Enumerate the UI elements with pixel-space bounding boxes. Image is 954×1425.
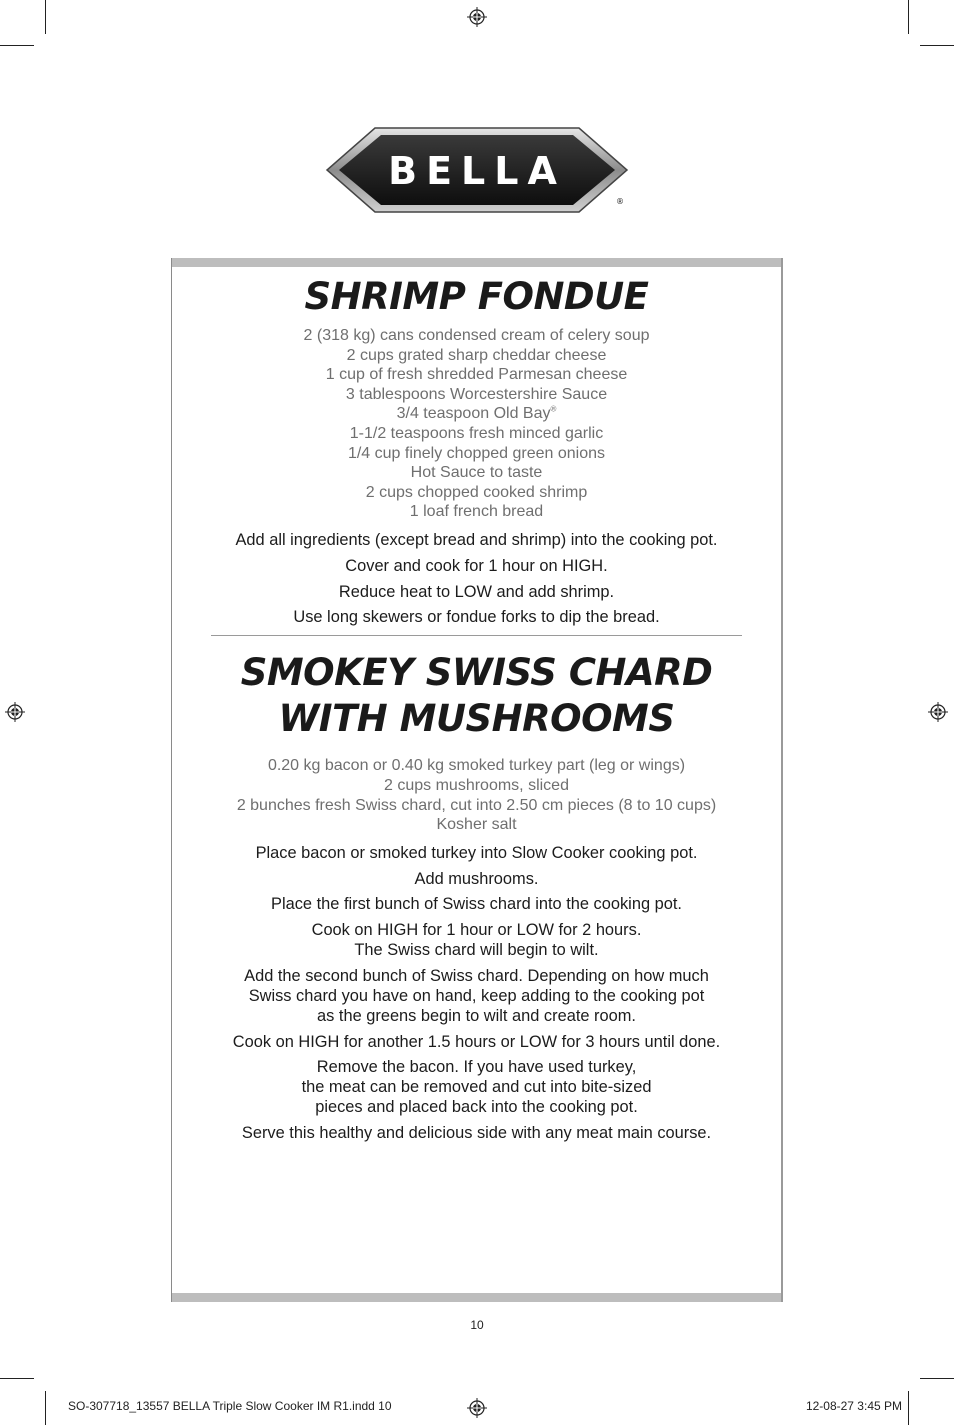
- registration-mark-icon: [928, 702, 948, 722]
- ingredient-item: 1-1/2 teaspoons fresh minced garlic: [349, 424, 604, 442]
- recipe-card: [171, 258, 783, 1302]
- instruction-list: [172, 843, 781, 1144]
- instruction-line: pieces and placed back into the cooking pot.: [315, 1098, 638, 1117]
- crop-mark: [908, 0, 909, 34]
- instruction-list: [172, 530, 781, 627]
- crop-mark: [45, 1391, 46, 1425]
- recipe-title-line: SMOKEY SWISS CHARD: [240, 651, 713, 695]
- instruction-line: as the greens begin to wilt and create room.: [317, 1006, 636, 1025]
- instruction-step: Cover and cook for 1 hour on HIGH.: [345, 556, 608, 575]
- recipe-title: [172, 650, 781, 742]
- page-number: 10: [470, 1318, 484, 1332]
- instruction-step: [172, 920, 781, 960]
- crop-mark: [920, 45, 954, 46]
- registered-mark: ®: [616, 197, 624, 206]
- registration-mark-icon: [467, 1398, 487, 1418]
- instruction-step: [172, 1032, 781, 1052]
- instruction-step: [172, 869, 781, 889]
- instruction-line: Remove the bacon. If you have used turkey,: [316, 1058, 637, 1077]
- card-top-band: [172, 258, 781, 267]
- ingredient-item: 2 cups grated sharp cheddar cheese: [346, 346, 607, 364]
- footer-datetime: 12-08-27 3:45 PM: [805, 1399, 902, 1413]
- instruction-line: Serve this healthy and delicious side with any meat main course.: [241, 1124, 712, 1143]
- bella-logo: [323, 124, 631, 216]
- crop-mark: [920, 1378, 954, 1379]
- ingredient-list: [172, 756, 781, 834]
- registered-mark: ®: [550, 405, 557, 415]
- ingredient-item: 3 tablespoons Worcestershire Sauce: [345, 385, 608, 403]
- instruction-line: Add the second bunch of Swiss chard. Depending on how much: [244, 966, 709, 985]
- ingredient-item: 1 loaf french bread: [409, 503, 544, 521]
- instruction-step: [172, 1123, 781, 1143]
- instruction-line: the meat can be removed and cut into bite-sized: [301, 1078, 652, 1097]
- crop-mark: [908, 1391, 909, 1425]
- instruction-step: [172, 966, 781, 1026]
- instruction-step: Reduce heat to LOW and add shrimp.: [338, 582, 615, 601]
- instruction-step: [172, 843, 781, 863]
- instruction-step: Use long skewers or fondue forks to dip the bread.: [293, 608, 660, 627]
- ingredient-item: 2 cups chopped cooked shrimp: [365, 483, 588, 501]
- instruction-line: Place the first bunch of Swiss chard into the cooking pot.: [271, 895, 682, 914]
- ingredient-list: [172, 326, 781, 522]
- instruction-step: [172, 1057, 781, 1117]
- logo-wordmark: BELLA: [388, 149, 566, 193]
- ingredient-item: 1/4 cup finely chopped green onions: [347, 444, 606, 462]
- ingredient-item: 2 cups mushrooms, sliced: [384, 776, 569, 794]
- ingredient-item: 0.20 kg bacon or 0.40 kg smoked turkey part (leg or wings): [267, 757, 686, 775]
- instruction-step: [172, 894, 781, 914]
- instruction-line: Add mushrooms.: [414, 869, 539, 888]
- registration-mark-icon: [467, 7, 487, 27]
- instruction-line: The Swiss chard will begin to wilt.: [354, 941, 599, 960]
- ingredient-item: Hot Sauce to taste: [410, 464, 543, 482]
- crop-mark: [0, 45, 34, 46]
- ingredient-item: 2 (318 kg) cans condensed cream of celery soup: [303, 327, 650, 344]
- recipe-content: [172, 274, 781, 1149]
- ingredient-item: 1 cup of fresh shredded Parmesan cheese: [325, 366, 628, 384]
- crop-mark: [0, 1378, 34, 1379]
- ingredient-item: 2 bunches fresh Swiss chard, cut into 2.50 cm pieces (8 to 10 cups): [236, 796, 717, 814]
- recipe-title: SHRIMP FONDUE: [304, 275, 649, 318]
- instruction-line: Cook on HIGH for 1 hour or LOW for 2 hours.: [311, 921, 642, 940]
- crop-mark: [45, 0, 46, 34]
- instruction-line: Place bacon or smoked turkey into Slow Cooker cooking pot.: [255, 843, 698, 862]
- ingredient-text: 3/4 teaspoon Old Bay: [396, 405, 551, 423]
- ingredient-item: Kosher salt: [436, 816, 517, 834]
- instruction-line: Swiss chard you have on hand, keep adding to the cooking pot: [248, 986, 705, 1005]
- instruction-line: Cook on HIGH for another 1.5 hours or LOW for 3 hours until done.: [232, 1032, 721, 1051]
- instruction-step: Add all ingredients (except bread and shrimp) into the cooking pot.: [235, 530, 718, 549]
- ingredient-item: [172, 404, 781, 424]
- recipe-title-line: WITH MUSHROOMS: [278, 697, 675, 741]
- registration-mark-icon: [5, 702, 25, 722]
- footer-file-name: SO-307718_13557 BELLA Triple Slow Cooker IM R1.indd 10: [68, 1399, 392, 1413]
- recipe-divider: [211, 635, 742, 636]
- card-bottom-band: [172, 1293, 781, 1302]
